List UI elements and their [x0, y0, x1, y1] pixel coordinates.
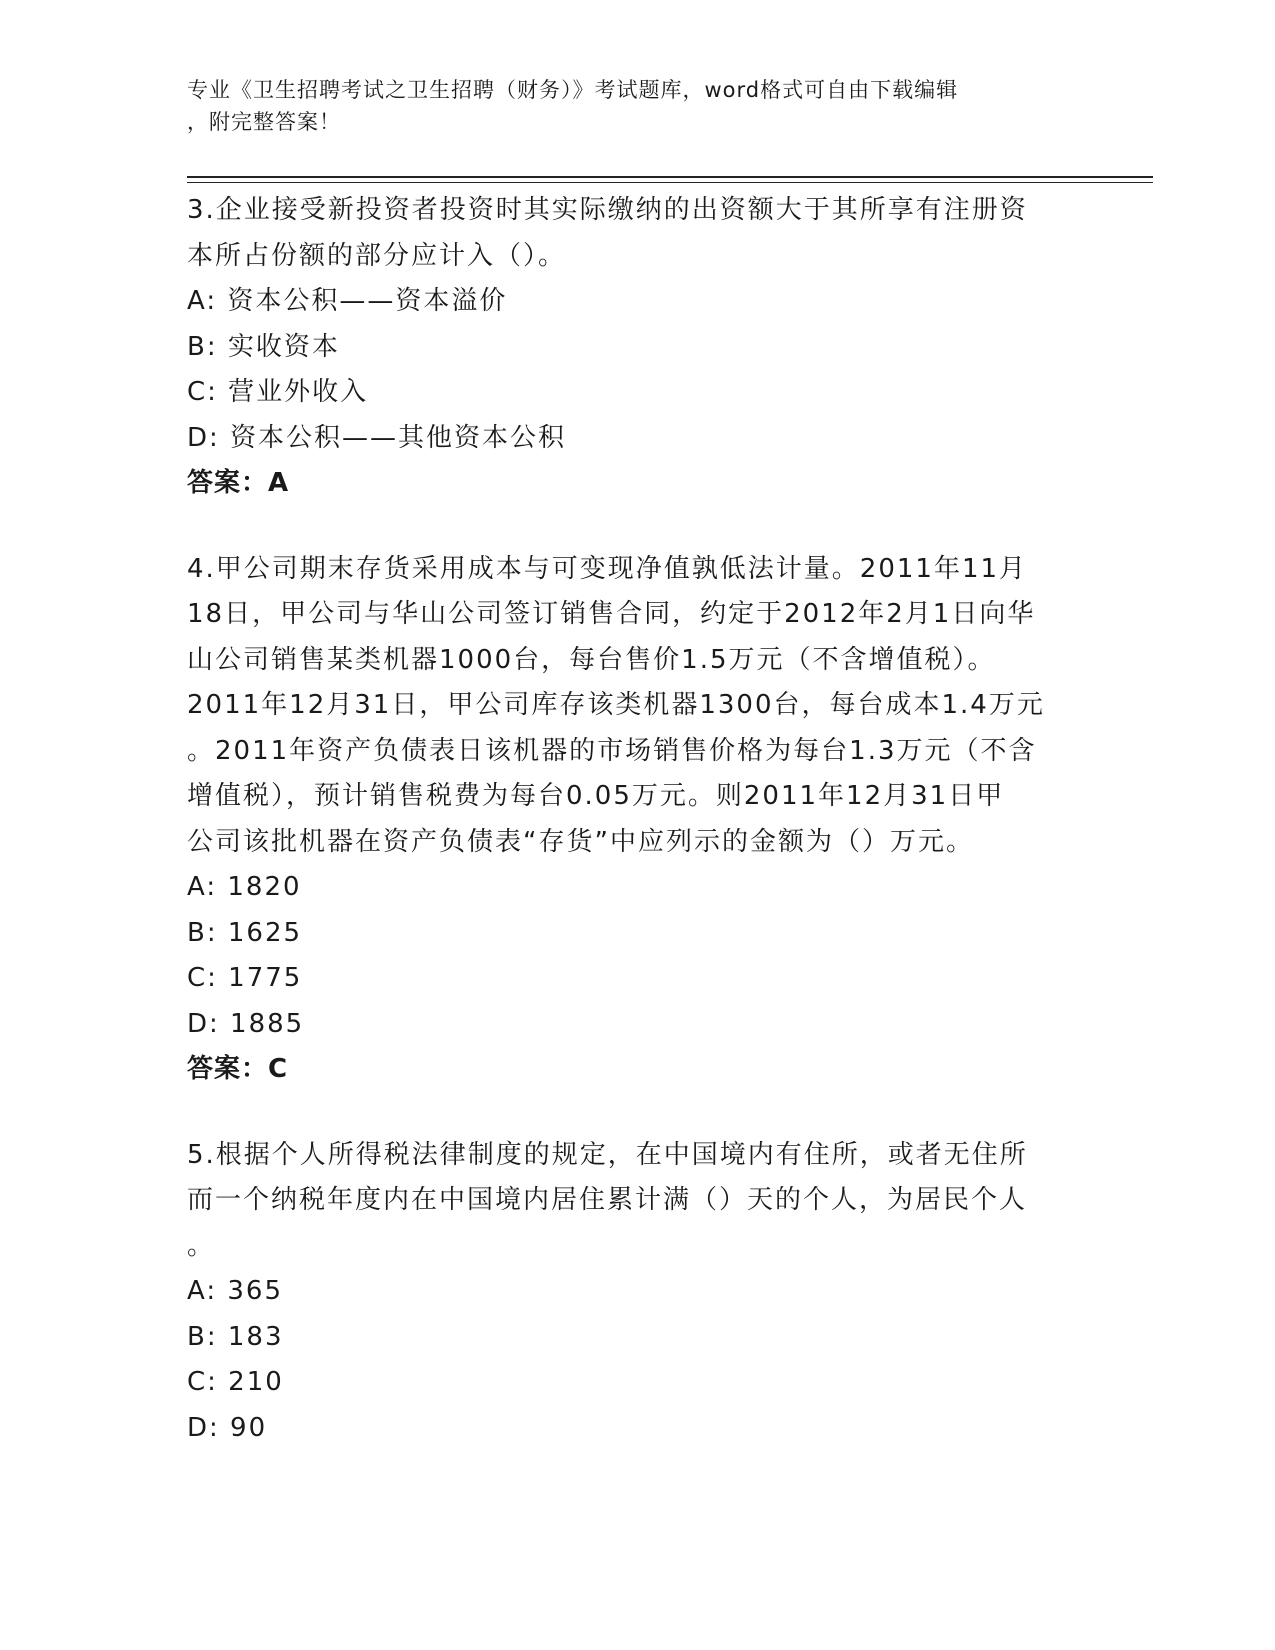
header-divider-thin [187, 182, 1153, 183]
question-stem [187, 1133, 1087, 1270]
stem-line: 增值税），预计销售税费为每台0.05万元。则2011年12月31日甲 [187, 781, 1005, 811]
stem-line: 5.根据个人所得税法律制度的规定，在中国境内有住所，或者无住所 [187, 1139, 1028, 1170]
option-c: C: 营业外收入 [187, 377, 369, 407]
option-b: B: 183 [187, 1321, 284, 1352]
stem-line: 2011年12月31日，甲公司库存该类机器1300台，每台成本1.4万元 [187, 690, 1045, 720]
question-4 [187, 547, 1087, 1093]
stem-line: 山公司销售某类机器1000台，每台售价1.5万元（不含增值税）。 [187, 644, 996, 675]
stem-line: 3.企业接受新投资者投资时其实际缴纳的出资额大于其所享有注册资 [187, 195, 1028, 225]
header-line-1: 专业《卫生招聘考试之卫生招聘（财务）》考试题库，word格式可自由下载编辑 [187, 78, 959, 102]
option-a: A: 1820 [187, 872, 302, 902]
option-c: C: 210 [187, 1367, 284, 1397]
option-d: D: 资本公积——其他资本公积 [187, 422, 567, 453]
option-d: D: 90 [187, 1412, 268, 1443]
option-c: C: 1775 [187, 963, 303, 993]
option-b: B: 实收资本 [187, 331, 340, 362]
answer-line: 答案：C [187, 1054, 289, 1084]
option-b: B: 1625 [187, 917, 303, 948]
document-header [187, 74, 1087, 138]
question-stem [187, 188, 1087, 279]
stem-line: 4.甲公司期末存货采用成本与可变现净值孰低法计量。2011年11月 [187, 553, 1028, 584]
header-line-2: ，附完整答案！ [187, 110, 341, 134]
answer-line: 答案：A [187, 468, 290, 498]
stem-line: 而一个纳税年度内在中国境内居住累计满（）天的个人，为居民个人 [187, 1185, 1028, 1215]
question-stem [187, 547, 1087, 866]
option-a: A: 资本公积——资本溢价 [187, 286, 508, 316]
question-5 [187, 1133, 1087, 1452]
question-3 [187, 188, 1087, 507]
stem-line: 公司该批机器在资产负债表“存货”中应列示的金额为（）万元。 [187, 826, 974, 857]
option-d: D: 1885 [187, 1008, 305, 1039]
question-list [187, 188, 1087, 1491]
stem-line: 。2011年资产负债表日该机器的市场销售价格为每台1.3万元（不含 [187, 735, 1037, 766]
option-a: A: 365 [187, 1276, 283, 1306]
stem-line: 。 [187, 1230, 216, 1261]
stem-line: 本所占份额的部分应计入（）。 [187, 240, 567, 271]
stem-line: 18日，甲公司与华山公司签订销售合同，约定于2012年2月1日向华 [187, 599, 1036, 629]
header-divider-thick [187, 176, 1153, 178]
